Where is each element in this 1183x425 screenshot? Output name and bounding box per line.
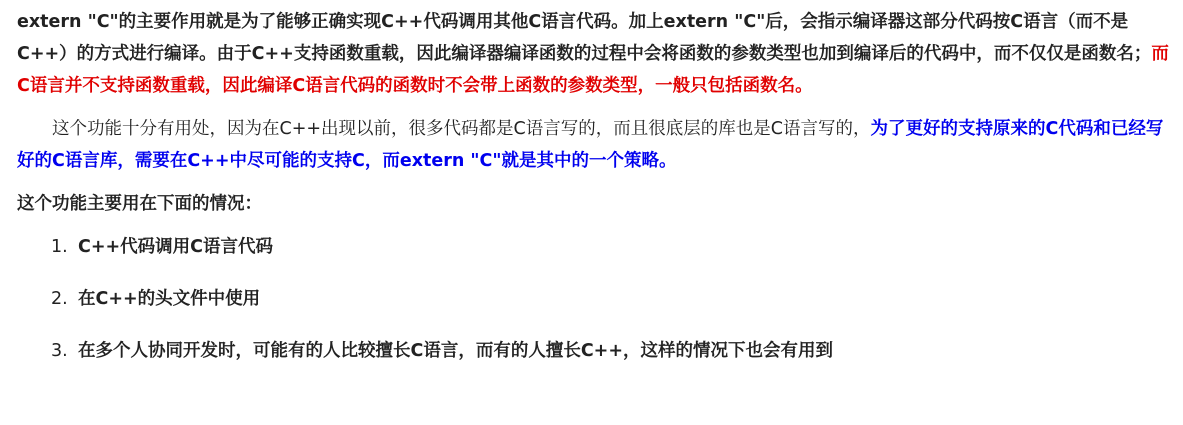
list-item-number: 3. [51,341,68,361]
list-item-text: 在C++的头文件中使用 [78,289,261,309]
paragraph-usefulness [17,113,1169,177]
list-item [51,283,1169,315]
list-item-text: 在多个人协同开发时，可能有的人比较擅长C语言，而有的人擅长C++，这样的情况下也会有用到 [78,341,834,361]
list-item [51,335,1169,367]
usage-list [17,231,1169,367]
list-item-number: 2. [51,289,68,309]
highlight-red-text: 而C语言并不支持函数重载，因此编译C语言代码的函数时不会带上函数的参数类型，一般只包括函数名。 [17,44,1169,96]
paragraph-intro-text: extern "C"的主要作用就是为了能够正确实现C++代码调用其他C语言代码。加上extern "C"后，会指示编译器这部分代码按C语言（而不是C++）的方式进行编译。由于C++支持函数重载，因此编译器编译函数的过程中会将函数的参数类型也加到编译后的代码中，而不仅仅是函数名； [17,12,1152,64]
paragraph-extern-c-intro [17,6,1169,102]
list-item-number: 1. [51,237,68,257]
list-item-text: C++代码调用C语言代码 [78,237,274,257]
highlight-blue-text: 为了更好的支持原来的C代码和已经写好的C语言库，需要在C++中尽可能的支持C，而extern "C"就是其中的一个策略。 [17,119,1164,171]
list-item [51,231,1169,263]
paragraph-usefulness-text: 这个功能十分有用处，因为在C++出现以前，很多代码都是C语言写的，而且很底层的库也是C语言写的， [52,119,871,139]
usage-heading: 这个功能主要用在下面的情况： [17,194,262,214]
